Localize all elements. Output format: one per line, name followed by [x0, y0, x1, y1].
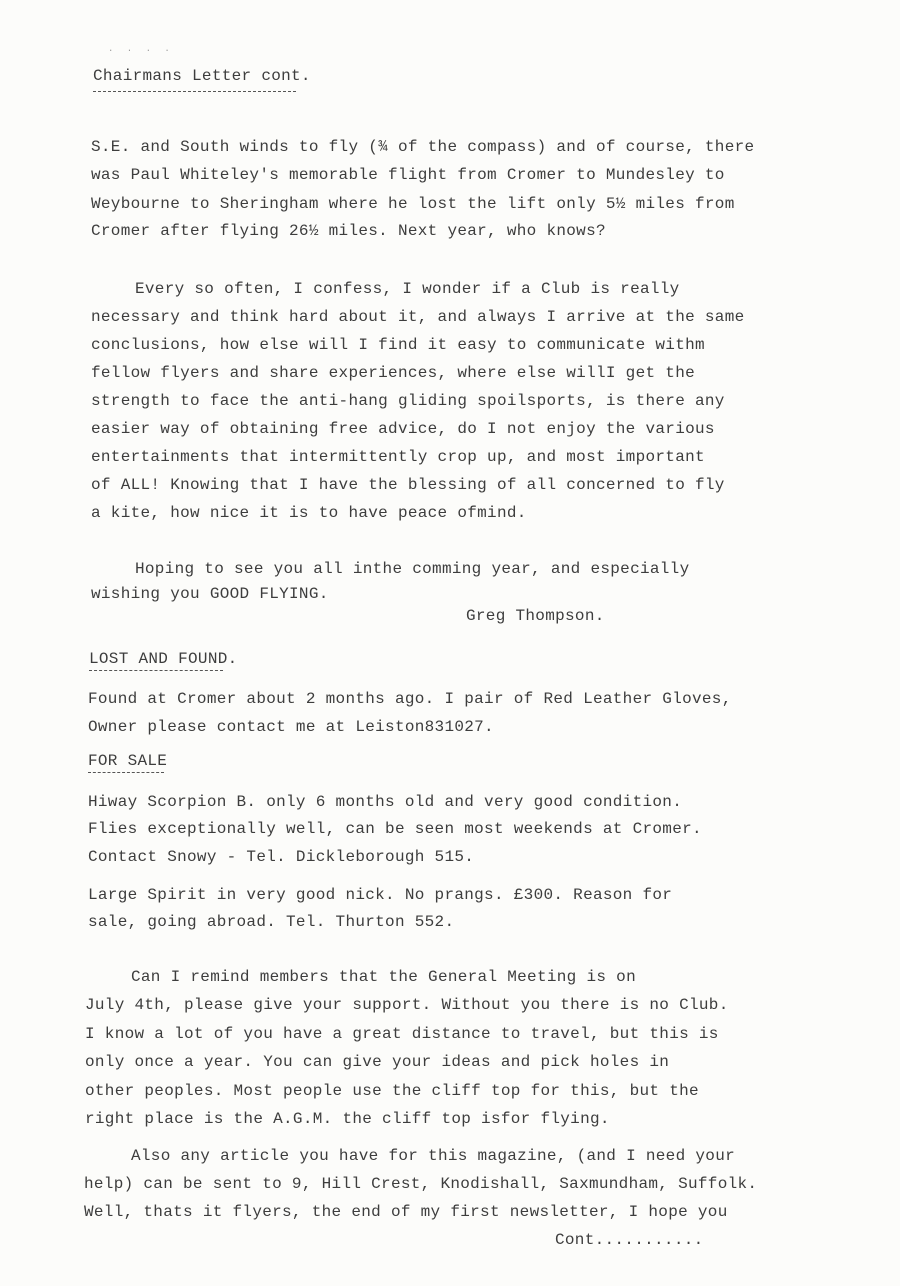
paragraph-2-line-1: Every so often, I confess, I wonder if a Club is really	[135, 280, 680, 298]
title-underline	[93, 91, 296, 92]
page-marks: · · · ·	[108, 46, 174, 56]
for-sale-heading: FOR SALE	[88, 752, 168, 770]
paragraph-2-line-7: entertainments that intermittently crop up, and most important	[91, 448, 705, 466]
meeting-line-2: July 4th, please give your support. Without you there is no Club.	[85, 996, 729, 1014]
meeting-line-1: Can I remind members that the General Meeting is on	[131, 968, 636, 986]
lost-found-line-1: Found at Cromer about 2 months ago. I pair of Red Leather Gloves,	[88, 690, 732, 708]
paragraph-2-line-9: a kite, how nice it is to have peace ofmind.	[91, 504, 527, 522]
meeting-line-3: I know a lot of you have a great distance to travel, but this is	[85, 1025, 719, 1043]
lost-found-line-2: Owner please contact me at Leiston831027.	[88, 718, 494, 736]
lost-found-underline	[89, 670, 223, 671]
lost-found-heading: LOST AND FOUND.	[89, 650, 238, 668]
for-sale-item-2-line-2: sale, going abroad. Tel. Thurton 552.	[88, 913, 455, 931]
for-sale-item-2-line-1: Large Spirit in very good nick. No prangs. £300. Reason for	[88, 886, 673, 904]
meeting-line-4: only once a year. You can give your ideas and pick holes in	[85, 1053, 670, 1071]
paragraph-2-line-6: easier way of obtaining free advice, do I not enjoy the various	[91, 420, 715, 438]
paragraph-2-line-3: conclusions, how else will I find it easy to communicate withm	[91, 336, 705, 354]
paragraph-1-line-4: Cromer after flying 26½ miles. Next year, who knows?	[91, 222, 606, 240]
paragraph-2-line-5: strength to face the anti-hang gliding spoilsports, is there any	[91, 392, 725, 410]
paragraph-2-line-2: necessary and think hard about it, and always I arrive at the same	[91, 308, 745, 326]
paragraph-1-line-1: S.E. and South winds to fly (¾ of the compass) and of course, there	[91, 138, 755, 156]
for-sale-underline	[88, 772, 164, 773]
continued-marker: Cont...........	[555, 1231, 704, 1249]
for-sale-item-1-line-1: Hiway Scorpion B. only 6 months old and very good condition.	[88, 793, 683, 811]
closing-line-3: Well, thats it flyers, the end of my first newsletter, I hope you	[84, 1203, 728, 1221]
closing-line-1: Also any article you have for this magazine, (and I need your	[131, 1147, 735, 1165]
paragraph-3-line-2: wishing you GOOD FLYING.	[91, 585, 329, 603]
meeting-line-6: right place is the A.G.M. the cliff top isfor flying.	[85, 1110, 610, 1128]
page-title: Chairmans Letter cont.	[93, 67, 311, 85]
paragraph-1-line-2: was Paul Whiteley's memorable flight from Cromer to Mundesley to	[91, 166, 725, 184]
signature: Greg Thompson.	[466, 607, 605, 625]
paragraph-1-line-3: Weybourne to Sheringham where he lost the lift only 5½ miles from	[91, 195, 735, 213]
paragraph-3-line-1: Hoping to see you all inthe comming year, and especially	[135, 560, 690, 578]
meeting-line-5: other peoples. Most people use the cliff top for this, but the	[85, 1082, 699, 1100]
paragraph-2-line-4: fellow flyers and share experiences, where else willI get the	[91, 364, 695, 382]
for-sale-item-1-line-3: Contact Snowy - Tel. Dickleborough 515.	[88, 848, 475, 866]
for-sale-item-1-line-2: Flies exceptionally well, can be seen most weekends at Cromer.	[88, 820, 702, 838]
paragraph-2-line-8: of ALL! Knowing that I have the blessing of all concerned to fly	[91, 476, 725, 494]
closing-line-2: help) can be sent to 9, Hill Crest, Knodishall, Saxmundham, Suffolk.	[84, 1175, 758, 1193]
